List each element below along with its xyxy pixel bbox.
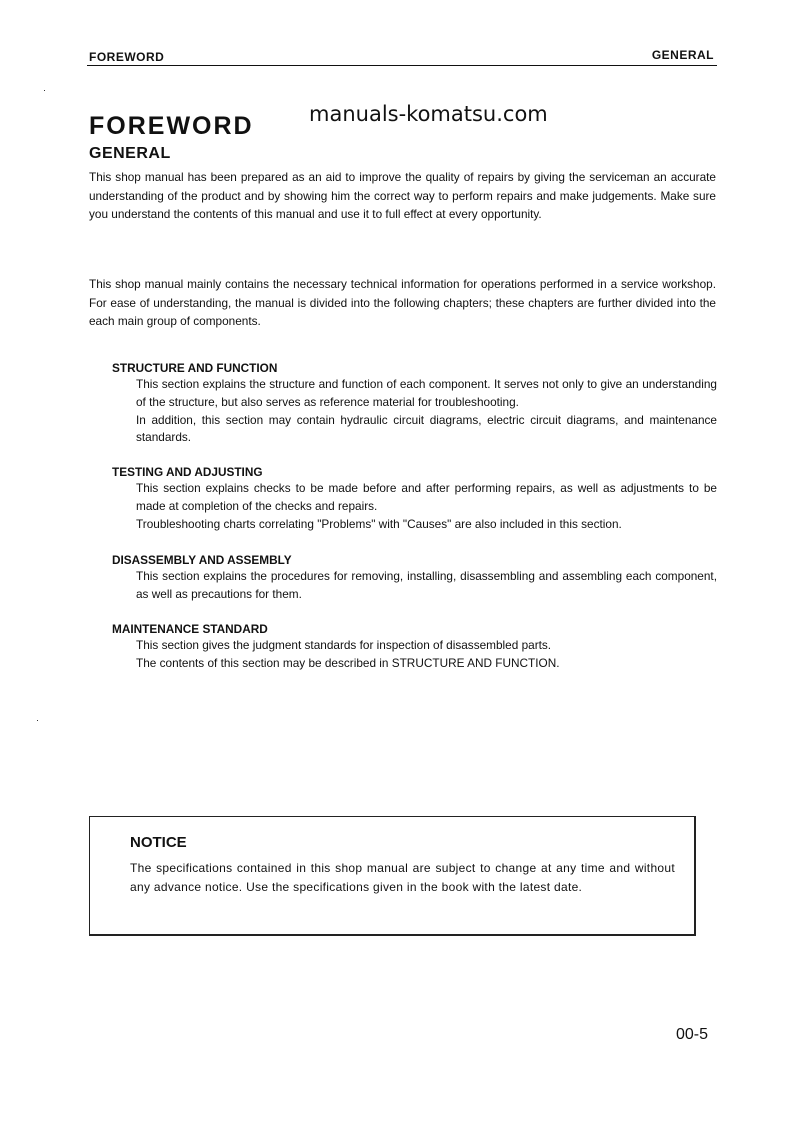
section-body xyxy=(112,637,717,673)
section-disassembly-and-assembly xyxy=(112,552,717,604)
page-title: FOREWORD xyxy=(89,112,254,140)
scan-speck xyxy=(37,720,38,721)
section-line: This section explains the structure and function of each component. It serves not only to give an understanding of the structure, but also serves as reference material for troubleshooting. xyxy=(136,377,717,409)
section-testing-and-adjusting xyxy=(112,464,717,533)
section-body xyxy=(112,480,717,533)
header-rule xyxy=(87,65,717,66)
intro-paragraph-1: This shop manual has been prepared as an aid to improve the quality of repairs by giving the serviceman an accurate understanding of the product and by showing him the correct way to perform repairs and make judgements. Make sure you understand the contents of this manual and use it to full effect at every opportunity. xyxy=(89,170,716,221)
section-structure-and-function xyxy=(112,360,717,447)
section-body xyxy=(112,568,717,604)
notice-title: NOTICE xyxy=(130,834,187,851)
scan-speck xyxy=(44,90,45,91)
section-heading: TESTING AND ADJUSTING xyxy=(112,465,263,479)
section-heading: MAINTENANCE STANDARD xyxy=(112,622,268,636)
notice-box xyxy=(89,816,696,936)
page-number: 00-5 xyxy=(676,1026,709,1043)
section-body xyxy=(112,376,717,447)
section-line: This section gives the judgment standards for inspection of disassembled parts. xyxy=(136,638,552,652)
section-heading: DISASSEMBLY AND ASSEMBLY xyxy=(112,553,292,567)
running-header-right: GENERAL xyxy=(651,48,714,62)
intro-paragraph-2: This shop manual mainly contains the necessary technical information for operations performed in a service workshop. For ease of understanding, the manual is divided into the following chapters; these chapters are further divided into the each main group of components. xyxy=(89,277,716,328)
notice-body: The specifications contained in this shop manual are subject to change at any time and without any advance notice. Use the specifications given in the book with the latest date. xyxy=(130,861,675,894)
watermark: manuals-komatsu.com xyxy=(309,102,548,126)
page-subtitle: GENERAL xyxy=(89,145,171,162)
section-line: This section explains the procedures for removing, installing, disassembling and assembling each component, as well as precautions for them. xyxy=(136,569,717,601)
running-header-left: FOREWORD xyxy=(89,50,165,64)
section-maintenance-standard xyxy=(112,621,717,673)
section-line: Troubleshooting charts correlating "Problems" with "Causes" are also included in this section. xyxy=(136,516,622,531)
section-line: In addition, this section may contain hydraulic circuit diagrams, electric circuit diagrams, and maintenance standards. xyxy=(136,412,717,445)
section-line: The contents of this section may be described in STRUCTURE AND FUNCTION. xyxy=(136,655,560,670)
section-heading: STRUCTURE AND FUNCTION xyxy=(112,361,278,375)
section-line: This section explains checks to be made before and after performing repairs, as well as adjustments to be made at completion of the checks and repairs. xyxy=(136,481,717,513)
